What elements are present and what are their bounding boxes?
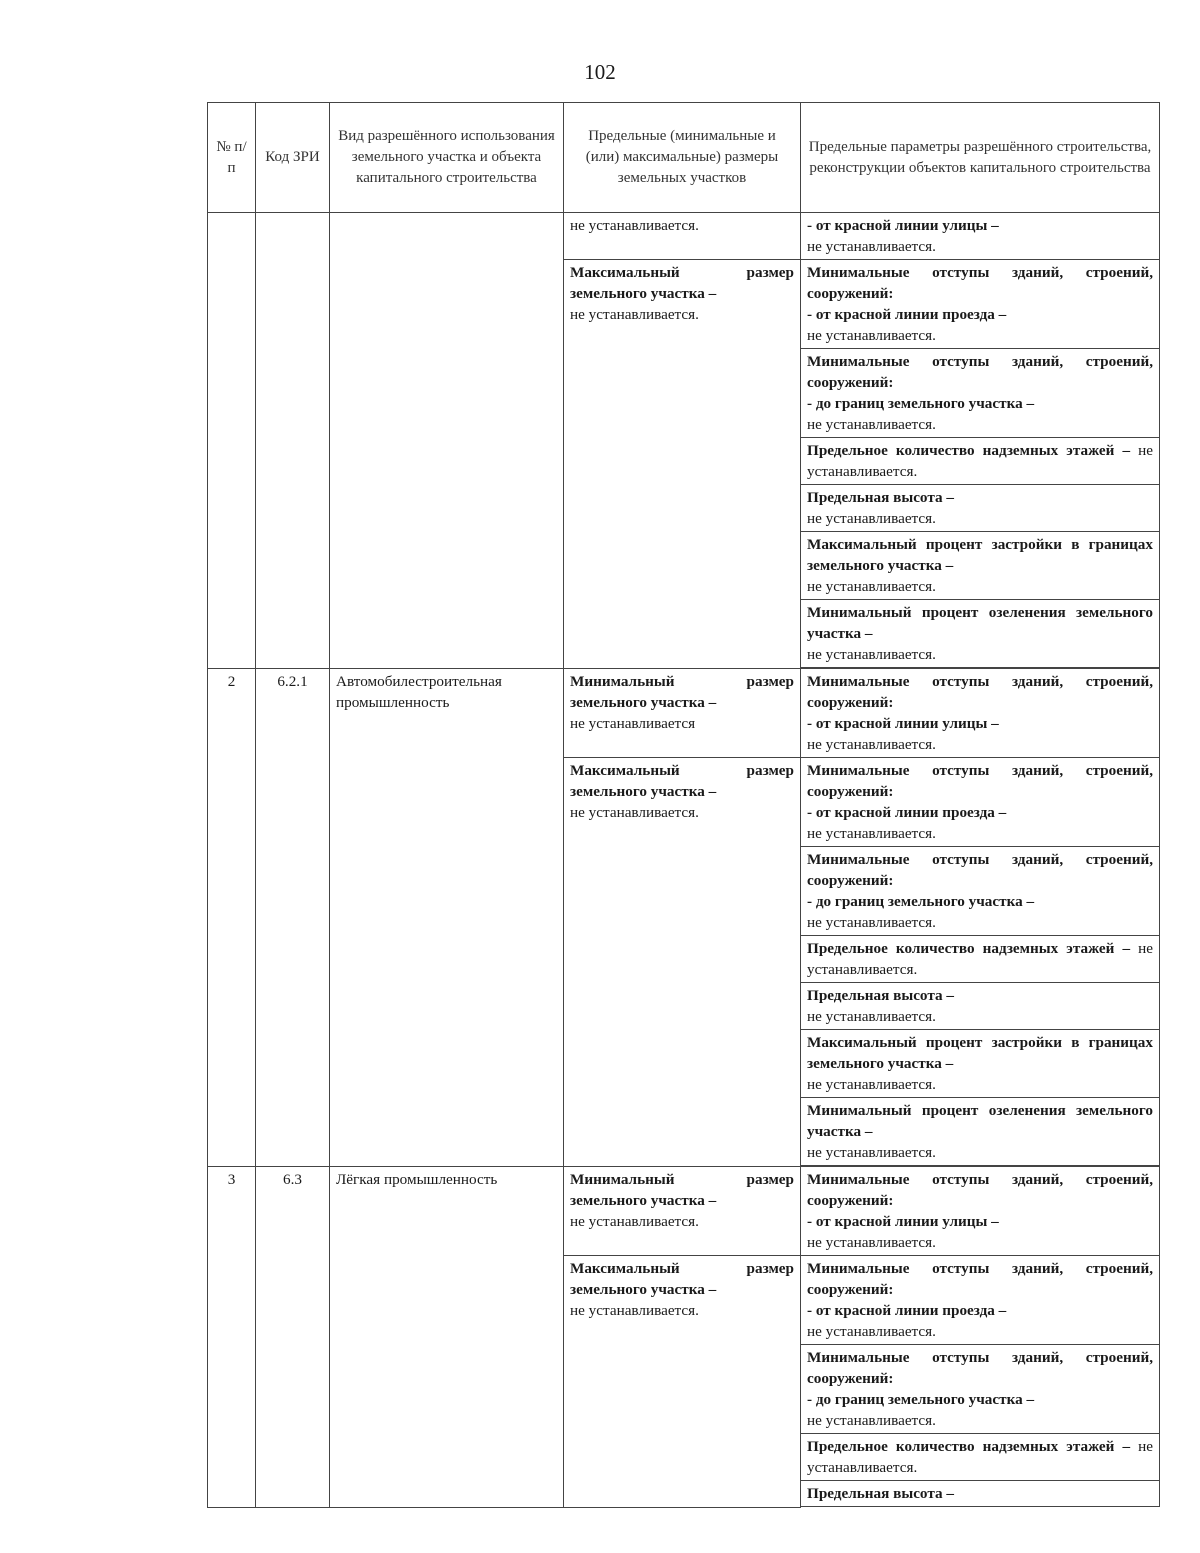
cell-param: Минимальные отступы зданий, строений, сооружений: - до границ земельного участка – не устанавливается. <box>801 847 1160 936</box>
cell-param: Предельная высота – не устанавливается. <box>801 983 1160 1030</box>
cell-param: Минимальные отступы зданий, строений, сооружений: - до границ земельного участка – не устанавливается. <box>801 349 1160 438</box>
cell-size: Максимальный размер земельного участка – не устанавливается. <box>564 1256 801 1508</box>
cell-param: Максимальный процент застройки в границах земельного участка – не устанавливается. <box>801 1030 1160 1098</box>
cell-param: Минимальные отступы зданий, строений, сооружений: - от красной линии проезда – не устанавливается. <box>801 758 1160 847</box>
cell-num: 3 <box>208 1167 256 1508</box>
header-type: Вид разрешённого использования земельного участка и объекта капитального строительства <box>330 103 564 213</box>
table-row <box>208 213 1160 260</box>
cell-param: Предельная высота – <box>801 1481 1160 1507</box>
header-params: Предельные параметры разрешённого строительства, реконструкции объектов капитального строительства <box>801 103 1160 213</box>
cell-size: не устанавливается. <box>564 213 801 260</box>
header-code: Код ЗРИ <box>256 103 330 213</box>
cell-type: Лёгкая промышленность <box>330 1167 564 1508</box>
cell-num: 2 <box>208 669 256 1167</box>
cell-size: Максимальный размер земельного участка – не устанавливается. <box>564 758 801 1167</box>
cell-param: Предельная высота – не устанавливается. <box>801 485 1160 532</box>
cell-param: Минимальный процент озеленения земельного участка – не устанавливается. <box>801 600 1160 668</box>
header-size: Предельные (минимальные и (или) максимальные) размеры земельных участков <box>564 103 801 213</box>
cell-size: Максимальный размер земельного участка – не устанавливается. <box>564 260 801 669</box>
table-row <box>208 1167 1160 1256</box>
cell-param: Предельное количество надземных этажей – не устанавливается. <box>801 438 1160 485</box>
cell-param: Предельное количество надземных этажей – не устанавливается. <box>801 1434 1160 1481</box>
table-header-row <box>208 103 1160 213</box>
cell-code <box>256 213 330 669</box>
zoning-table <box>207 102 1160 1508</box>
cell-code: 6.2.1 <box>256 669 330 1167</box>
cell-param: Минимальный процент озеленения земельного участка – не устанавливается. <box>801 1098 1160 1166</box>
cell-num <box>208 213 256 669</box>
cell-param: Максимальный процент застройки в границах земельного участка – не устанавливается. <box>801 532 1160 600</box>
cell-param: Минимальные отступы зданий, строений, сооружений: - до границ земельного участка – не устанавливается. <box>801 1345 1160 1434</box>
table-row <box>208 669 1160 758</box>
cell-param: Минимальные отступы зданий, строений, сооружений: - от красной линии проезда – не устанавливается. <box>801 260 1160 349</box>
cell-param: Минимальные отступы зданий, строений, сооружений: - от красной линии проезда – не устанавливается. <box>801 1256 1160 1345</box>
cell-param: Минимальные отступы зданий, строений, сооружений: - от красной линии улицы – не устанавливается. <box>801 1167 1160 1256</box>
cell-code: 6.3 <box>256 1167 330 1508</box>
cell-param: Минимальные отступы зданий, строений, сооружений: - от красной линии улицы – не устанавливается. <box>801 669 1160 758</box>
cell-param: Предельное количество надземных этажей – не устанавливается. <box>801 936 1160 983</box>
cell-type <box>330 213 564 669</box>
cell-size: Минимальный размер земельного участка – не устанавливается <box>564 669 801 758</box>
cell-type: Автомобилестроительная промышленность <box>330 669 564 1167</box>
cell-size: Минимальный размер земельного участка – не устанавливается. <box>564 1167 801 1256</box>
header-num: № п/п <box>208 103 256 213</box>
page-number: 102 <box>584 60 616 84</box>
cell-param: - от красной линии улицы – не устанавливается. <box>801 213 1160 260</box>
